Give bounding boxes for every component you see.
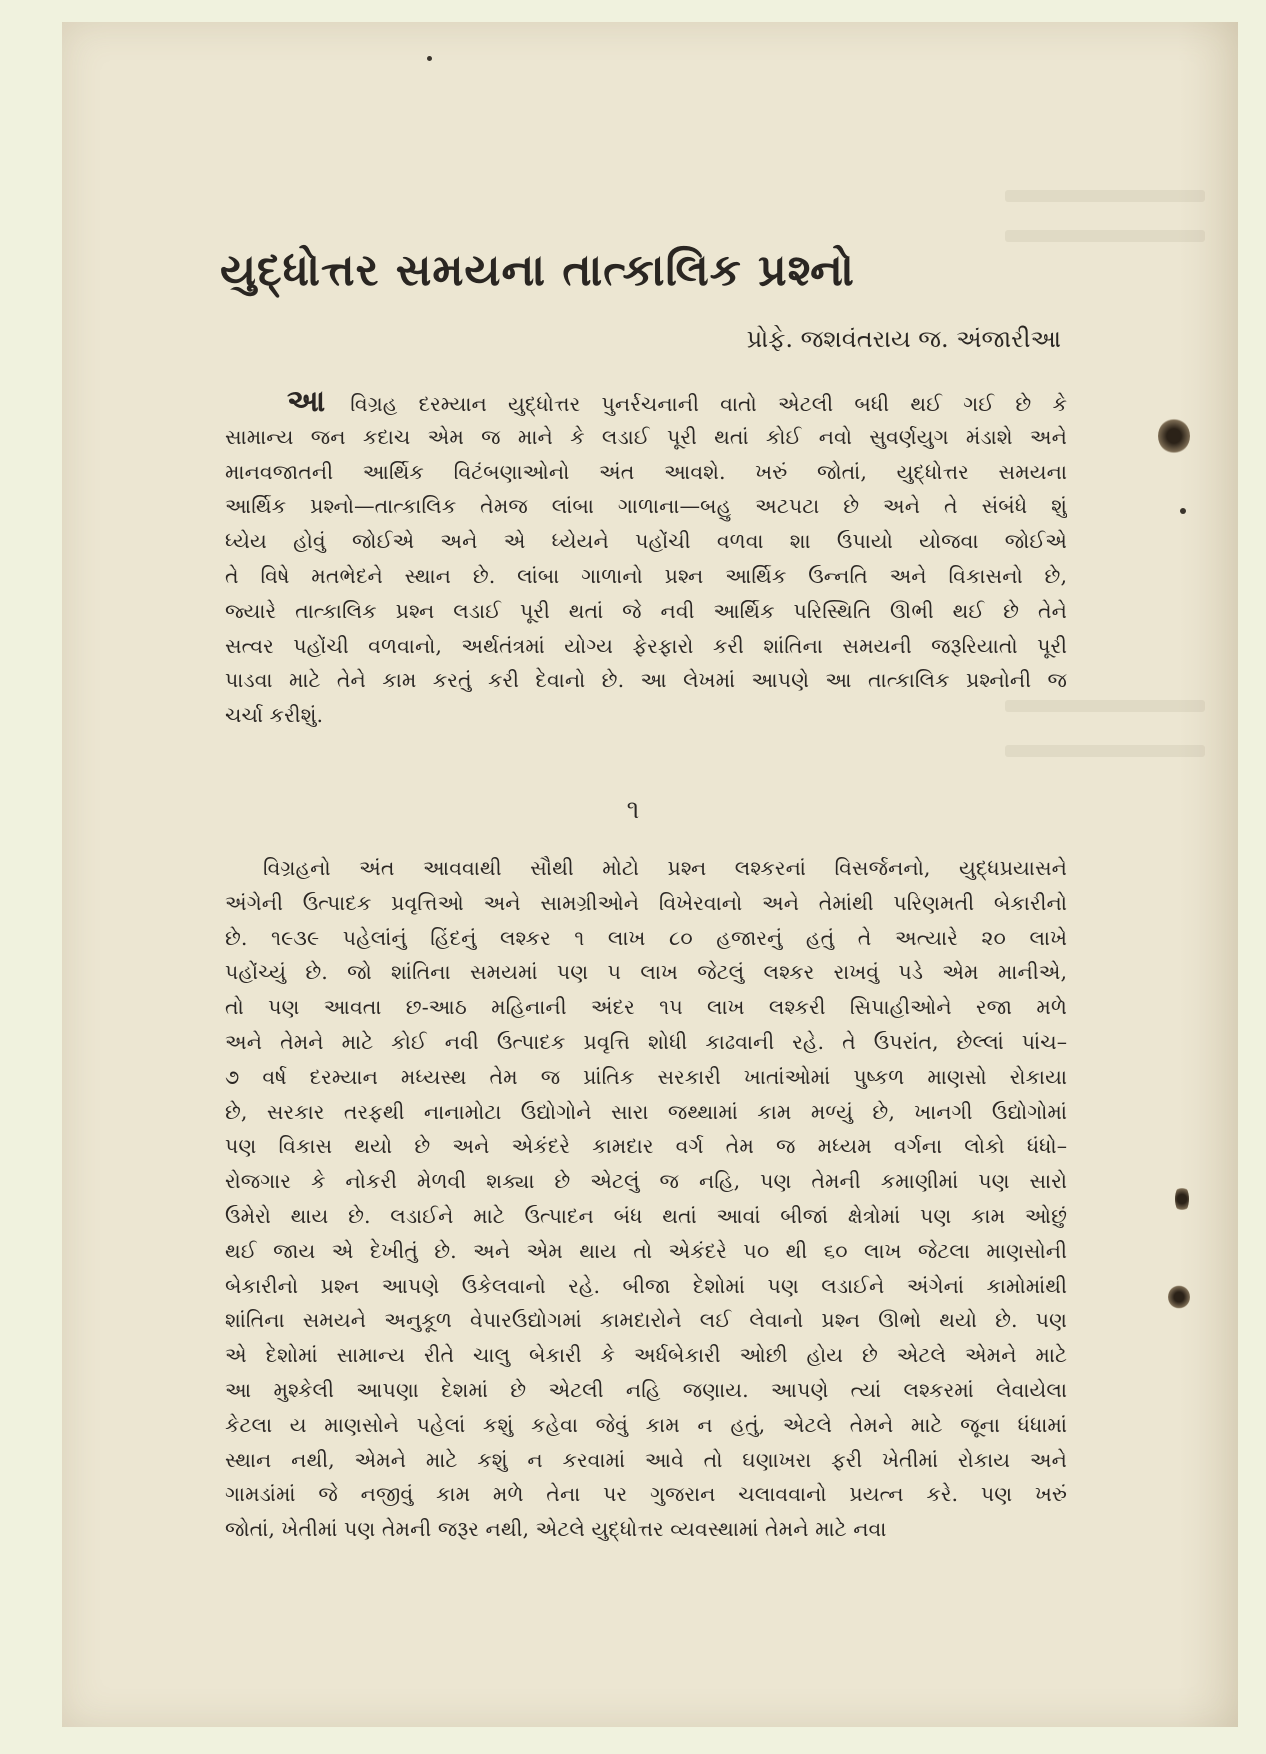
lead-word: આ — [287, 385, 351, 419]
text-line: ગામડાંમાં જે નજીવું કામ મળે તેના પર ગુજરાન ચલાવવાનો પ્રયત્ન કરે. પણ ખરું — [225, 1482, 1067, 1507]
text-line: અને તેમને માટે કોઈ નવી ઉત્પાદક પ્રવૃત્તિ શોધી કાઢવાની રહે. તે ઉપરાંત, છેલ્લાં પાંચ– — [225, 1029, 1067, 1054]
show-through-mark — [1005, 190, 1205, 202]
text-line: જોતાં, ખેતીમાં પણ તેમની જરૂર નથી, એટલે યુદ્ધોત્તર વ્યવસ્થામાં તેમને માટે નવા — [225, 1517, 887, 1542]
text-line: બેકારીનો પ્રશ્ન આપણે ઉકેલવાનો રહે. બીજા દેશોમાં પણ લડાઈને અંગેનાં કામોમાંથી — [225, 1273, 1067, 1298]
text-line: સત્વર પહોંચી વળવાનો, અર્થતંત્રમાં યોગ્ય ફેરફારો કરી શાંતિના સમયની જરૂરિયાતો પૂરી — [225, 633, 1067, 658]
text-line: જ્યારે તાત્કાલિક પ્રશ્ન લડાઈ પૂરી થતાં જે નવી આર્થિક પરિસ્થિતિ ઊભી થઈ છે તેને — [225, 598, 1067, 623]
text-line: સ્થાન નથી, એમને માટે કશું ન કરવામાં આવે તો ઘણાખરા ફરી ખેતીમાં રોકાય અને — [225, 1447, 1067, 1472]
page-edge-shadow — [1178, 22, 1238, 1727]
ink-speck — [1180, 508, 1186, 514]
text-line: એ દેશોમાં સામાન્ય રીતે ચાલુ બેકારી કે અર્ધબેકારી ઓછી હોય છે એટલે એમને માટે — [225, 1343, 1067, 1368]
text-line: અંગેની ઉત્પાદક પ્રવૃત્તિઓ અને સામગ્રીઓને વિખેરવાનો અને તેમાંથી પરિણમતી બેકારીનો — [225, 890, 1067, 915]
article-title: યુદ્ધોત્તર સમયના તાત્કાલિક પ્રશ્નો — [220, 245, 855, 296]
text-line: ધ્યેય હોવું જોઈએ અને એ ધ્યેયને પહોંચી વળવા શા ઉપાયો યોજવા જોઈએ — [225, 529, 1067, 554]
text-line: ૭ વર્ષ દરમ્યાન મધ્યસ્થ તેમ જ પ્રાંતિક સરકારી ખાતાંઓમાં પુષ્કળ માણસો રોકાયા — [225, 1064, 1067, 1089]
binding-hole — [1168, 1285, 1190, 1309]
ink-speck — [427, 56, 432, 61]
text-line: ચર્ચા કરીશું. — [225, 703, 324, 728]
text-line: થઈ જાય એ દેખીતું છે. અને એમ થાય તો એકંદરે ૫૦ થી ૬૦ લાખ જેટલા માણસોની — [225, 1238, 1067, 1263]
text-line: તો પણ આવતા છ-આઠ મહિનાની અંદર ૧૫ લાખ લશ્કરી સિપાહીઓને રજા મળે — [225, 995, 1067, 1020]
section-number: ૧ — [626, 795, 640, 825]
text-line: શાંતિના સમયને અનુકૂળ વેપારઉદ્યોગમાં કામદારોને લઈ લેવાનો પ્રશ્ન ઊભો થયો છે. પણ — [225, 1308, 1067, 1333]
text-line: પાડવા માટે તેને કામ કરતું કરી દેવાનો છે. આ લેખમાં આપણે આ તાત્કાલિક પ્રશ્નોની જ — [225, 668, 1067, 693]
paragraph-intro — [225, 385, 1067, 733]
binding-hole — [1158, 418, 1190, 454]
text-line: વિગ્રહનો અંત આવવાથી સૌથી મોટો પ્રશ્ન લશ્કરનાં વિસર્જનનો, યુદ્ધપ્રયાસને — [263, 856, 1067, 880]
text-line: છે, સરકાર તરફથી નાનામોટા ઉદ્યોગોને સારા જથ્થામાં કામ મળ્યું છે, ખાનગી ઉદ્યોગોમાં — [225, 1099, 1067, 1124]
text-line: પણ વિકાસ થયો છે અને એકંદરે કામદાર વર્ગ તેમ જ મધ્યમ વર્ગના લોકો ધંધો– — [225, 1134, 1067, 1159]
text-line: ઉમેરો થાય છે. લડાઈને માટે ઉત્પાદન બંધ થતાં આવાં બીજાં ક્ષેત્રોમાં પણ કામ ઓછું — [225, 1203, 1067, 1228]
text-line: તે વિષે મતભેદને સ્થાન છે. લાંબા ગાળાનો પ્રશ્ન આર્થિક ઉન્નતિ અને વિકાસનો છે, — [225, 563, 1067, 588]
text-line: સામાન્ય જન કદાચ એમ જ માને કે લડાઈ પૂરી થતાં કોઈ નવો સુવર્ણયુગ મંડાશે અને — [225, 424, 1067, 449]
text-line: રોજગાર કે નોકરી મેળવી શક્યા છે એટલું જ નહિ, પણ તેમની કમાણીમાં પણ સારો — [225, 1169, 1067, 1194]
text-line: આ મુશ્કેલી આપણા દેશમાં છે એટલી નહિ જણાય. આપણે ત્યાં લશ્કરમાં લેવાયેલા — [225, 1377, 1067, 1402]
text-line: પહોંચ્યું છે. જો શાંતિના સમયમાં પણ ૫ લાખ જેટલું લશ્કર રાખવું પડે એમ માનીએ, — [225, 960, 1067, 985]
text-line: માનવજાતની આર્થિક વિટંબણાઓનો અંત આવશે. ખરું જોતાં, યુદ્ધોત્તર સમયના — [225, 459, 1067, 484]
article-author: પ્રોફે. જશવંતરાય જ. અંજારીઆ — [746, 325, 1061, 353]
paragraph-section-1 — [225, 851, 1067, 1547]
text-line: છે. ૧૯૩૯ પહેલાંનું હિંદનું લશ્કર ૧ લાખ ૮૦ હજારનું હતું તે અત્યારે ૨૦ લાખે — [225, 925, 1067, 950]
text-line: આર્થિક પ્રશ્નો—તાત્કાલિક તેમજ લાંબા ગાળાના—બહુ અટપટા છે અને તે સંબંધે શું — [225, 494, 1067, 519]
show-through-mark — [1005, 745, 1205, 757]
text-line: કેટલા ય માણસોને પહેલાં કશું કહેવા જેવું કામ ન હતું, એટલે તેમને માટે જૂના ધંધામાં — [225, 1412, 1067, 1437]
binding-hole — [1175, 1185, 1189, 1213]
text-line: આ વિગ્રહ દરમ્યાન યુદ્ધોત્તર પુનર્રચનાની વાતો એટલી બધી થઈ ગઈ છે કે — [287, 385, 1067, 419]
show-through-mark — [1005, 230, 1205, 242]
